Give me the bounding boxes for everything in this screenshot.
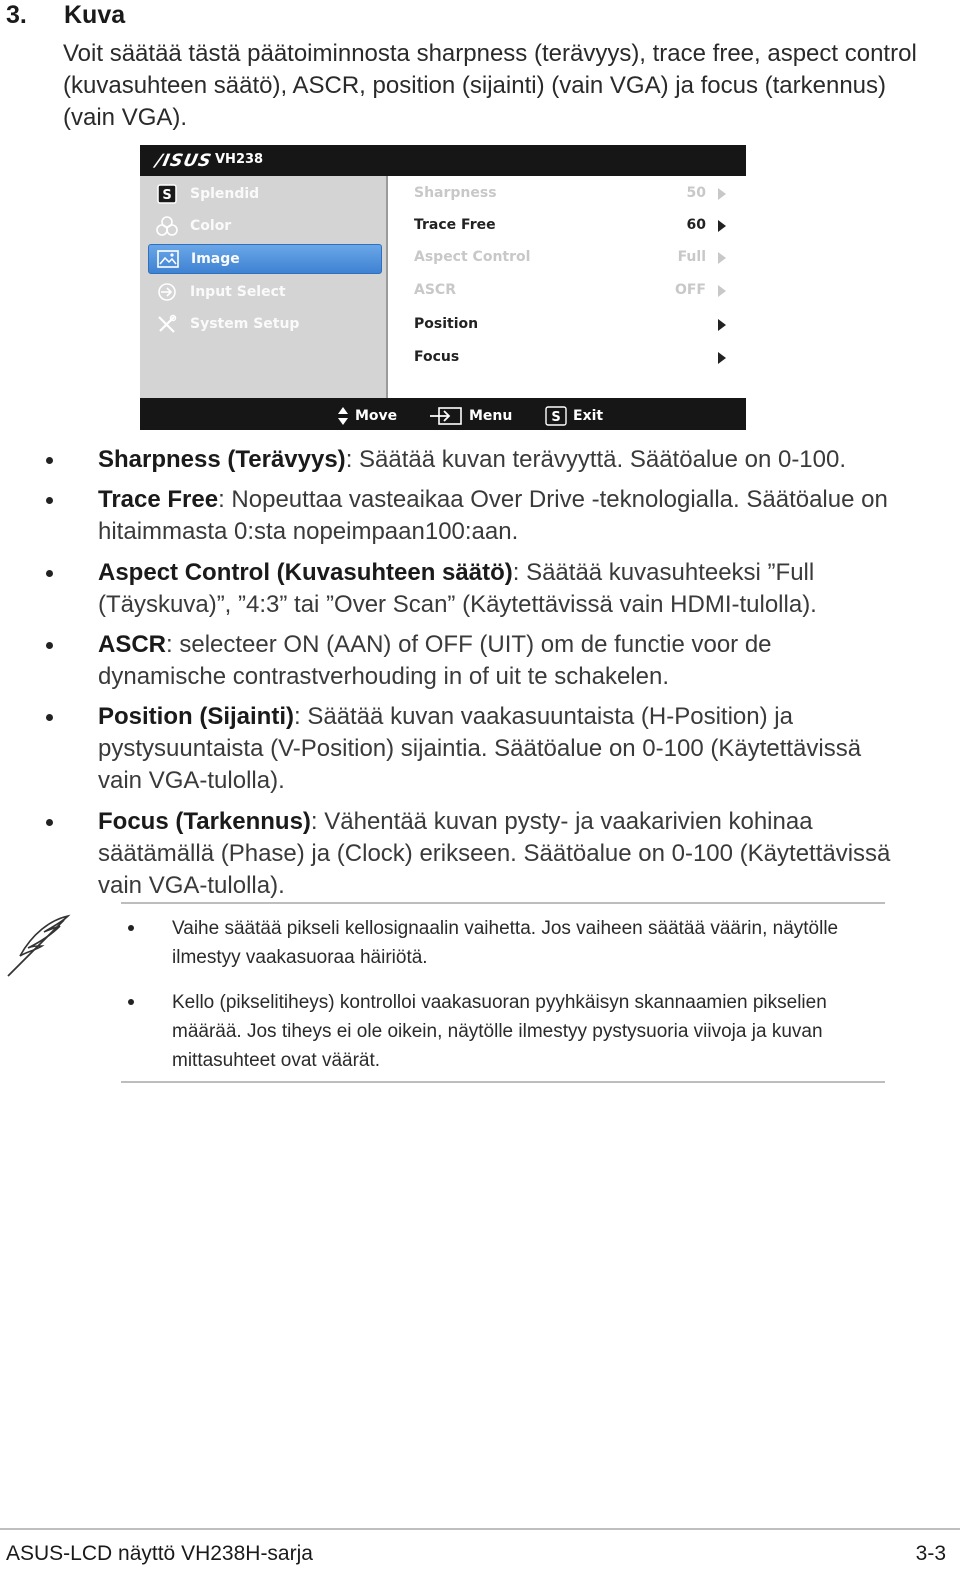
menu-enter-icon (429, 406, 463, 426)
tools-icon (156, 313, 178, 335)
footer-page-number: 3-3 (915, 1542, 946, 1565)
osd-menu-label: Splendid (190, 186, 260, 202)
bullet-text: : Vähentää kuvan pysty- ja vaakarivien kohinaa säätämällä (Phase) ja (Clock) erikseen. Säätöalue on 0-100 (Käytettävissä vain VGA-tulolla). (98, 808, 891, 899)
osd-menu-screenshot (140, 145, 746, 430)
bullet-text: : selecteer ON (AAN) of OFF (UIT) om de functie voor de dynamische contrastverhouding in of uit te schakelen. (98, 631, 772, 690)
bullet-text: : Nopeuttaa vasteaikaa Over Drive -teknologialla. Säätöalue on hitaimmasta 0:sta nopeimpaan100:aan. (98, 486, 888, 545)
note-bottom-rule (121, 1081, 885, 1083)
bullet-dot (128, 999, 134, 1005)
bullet-trace-free (98, 484, 898, 548)
arrow-right-icon (718, 285, 726, 297)
bullet-sharpness (98, 444, 898, 476)
bullet-position (98, 701, 898, 797)
bullet-focus (98, 806, 898, 902)
osd-main-menu (140, 176, 386, 398)
bullet-text: : Säätää kuvan terävyyttä. Säätöalue on 0-100. (345, 446, 847, 473)
osd-option-aspect-control[interactable]: Aspect Control Full (414, 246, 726, 270)
bullet-dot (46, 819, 53, 826)
osd-menu-label: Input Select (190, 284, 286, 300)
osd-menu-item-input-select[interactable] (148, 278, 380, 306)
osd-menu-label: Image (191, 251, 240, 267)
bullet-term: ASCR (98, 631, 167, 658)
osd-option-position[interactable]: Position (414, 313, 726, 337)
osd-menu-label: System Setup (190, 316, 300, 332)
bullet-term: Aspect Control (Kuvasuhteen säätö) (98, 559, 513, 586)
exit-s-key-icon (545, 406, 567, 426)
note-text: Vaihe säätää pikseli kellosignaalin vaihetta. Jos vaiheen säätää väärin, näytölle ilmestyy vaakasuoraa häiriötä. (172, 918, 839, 968)
bullet-text: : Säätää kuvan vaakasuuntaista (H-Position) ja pystysuuntaista (V-Position) sijaintia. Säätöalue on 0-100 (Käytettävissä vain VGA-tulolla). (98, 703, 862, 794)
arrow-right-icon (718, 352, 726, 364)
bullet-dot (128, 925, 134, 931)
bullet-dot (46, 714, 53, 721)
color-circles-icon (156, 215, 178, 237)
osd-option-focus[interactable]: Focus (414, 346, 726, 370)
arrow-right-icon (718, 319, 726, 331)
arrow-right-icon (718, 252, 726, 264)
osd-option-value: 50 (686, 185, 706, 201)
bullet-dot (46, 497, 53, 504)
osd-menu-item-color[interactable] (148, 212, 380, 240)
splendid-s-icon (156, 183, 178, 205)
image-picture-icon (157, 248, 179, 270)
footer-manual-title: ASUS-LCD näyttö VH238H-sarja (6, 1542, 313, 1565)
bullet-term: Focus (Tarkennus) (98, 808, 311, 835)
osd-menu-item-system-setup[interactable] (148, 310, 380, 338)
osd-hint-exit: S Exit (545, 406, 603, 426)
bullet-dot (46, 642, 53, 649)
osd-menu-label: Color (190, 218, 232, 234)
note-top-rule (121, 902, 885, 904)
bullet-text: : Säätää kuvasuhteeksi ”Full (Täyskuva)”, ”4:3” tai ”Over Scan” (Käytettävissä vain HDMI-tulolla). (98, 559, 817, 618)
osd-footer (140, 398, 746, 430)
bullet-term: Position (Sijainti) (98, 703, 294, 730)
bullet-aspect-control (98, 557, 898, 621)
section-number: 3. (6, 1, 27, 29)
bullet-term: Sharpness (Terävyys) (98, 446, 346, 473)
input-arrow-icon (156, 281, 178, 303)
osd-option-value: OFF (674, 282, 706, 298)
bullet-dot (46, 570, 53, 577)
arrow-right-icon (718, 188, 726, 200)
note-item-phase (172, 914, 872, 972)
intro-paragraph: Voit säätää tästä päätoiminnosta sharpness (terävyys), trace free, aspect control (kuvasuhteen säätö), ASCR, position (sijainti) (vain VGA) ja focus (tarkennus) (vain VGA). (63, 40, 917, 131)
osd-option-value: 60 (686, 217, 706, 233)
bullet-ascr (98, 629, 898, 693)
arrow-right-icon (718, 220, 726, 232)
osd-hint-move: Move (337, 406, 397, 426)
note-item-clock (172, 988, 872, 1075)
osd-option-value: Full (677, 249, 706, 265)
svg-text:S: S (551, 410, 561, 425)
osd-model-name: VH238 (215, 152, 264, 167)
osd-option-ascr[interactable]: ASCR OFF (414, 279, 726, 303)
svg-text:S: S (162, 188, 172, 203)
osd-submenu (386, 176, 748, 398)
osd-option-trace-free[interactable]: Trace Free 60 (414, 214, 726, 238)
osd-header (140, 145, 746, 176)
osd-menu-item-splendid[interactable] (148, 180, 380, 208)
note-text: Kello (pikselitiheys) kontrolloi vaakasuoran pyyhkäisyn skannaamien pikselien määrää. Jos tiheys ei ole oikein, näytölle ilmestyy pystysuoria viivoja ja kuvan mittasuhteet ovat väärät. (172, 992, 827, 1071)
footer-rule (0, 1528, 960, 1530)
section-heading (6, 0, 125, 30)
section-title: Kuva (64, 1, 126, 29)
asus-logo: /ISUS (153, 151, 214, 171)
osd-menu-item-image[interactable] (148, 244, 382, 274)
osd-option-sharpness[interactable]: Sharpness 50 (414, 182, 726, 206)
feather-note-icon (6, 912, 72, 978)
osd-hint-menu: Menu (429, 406, 512, 426)
bullet-dot (46, 457, 53, 464)
bullet-term: Trace Free (98, 486, 219, 513)
up-down-arrows-icon (337, 406, 349, 426)
